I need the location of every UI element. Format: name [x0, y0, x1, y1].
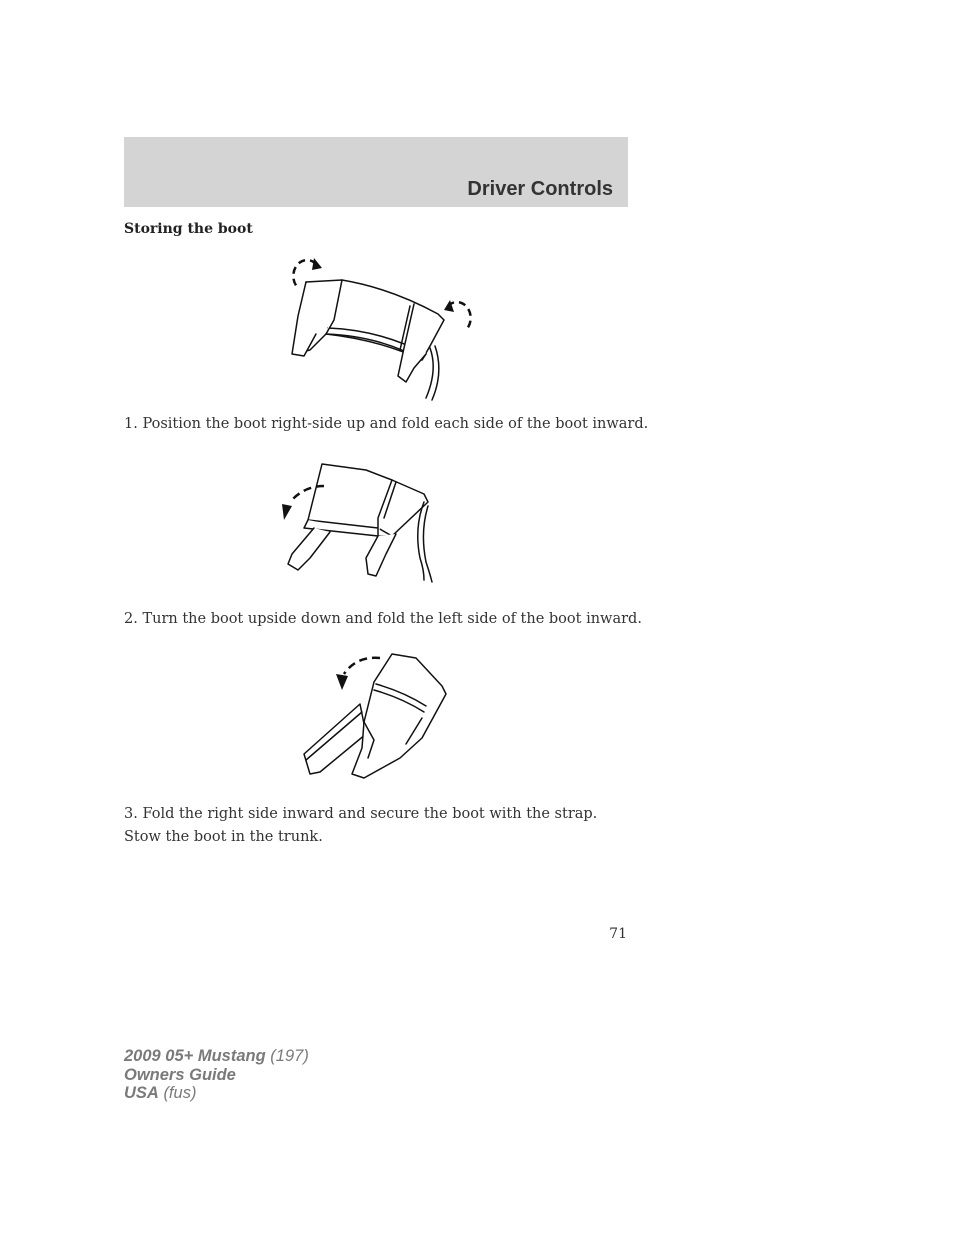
footer-line-1 — [124, 1047, 309, 1066]
step-2-text: 2. Turn the boot upside down and fold the left side of the boot inward. — [124, 611, 642, 627]
figure-step-1 — [280, 250, 480, 405]
footer-model: 2009 05+ Mustang — [124, 1047, 266, 1065]
footer-region-code: (fus) — [163, 1084, 197, 1102]
footer-line-2: Owners Guide — [124, 1065, 236, 1084]
step-3-text: 3. Fold the right side inward and secure the boot with the strap. — [124, 806, 598, 822]
boot-illustration-3 — [296, 648, 456, 783]
page-title: Driver Controls — [467, 178, 613, 200]
boot-illustration-1 — [280, 250, 480, 405]
footer-line-3 — [124, 1084, 309, 1103]
figure-step-2 — [274, 458, 444, 583]
section-heading: Storing the boot — [124, 221, 253, 237]
figure-step-3 — [296, 648, 456, 783]
page-number: 71 — [609, 926, 627, 942]
footer-model-code: (197) — [270, 1047, 309, 1065]
footer-region: USA — [124, 1084, 159, 1102]
footer — [124, 1047, 309, 1103]
step-1-text: 1. Position the boot right-side up and fold each side of the boot inward. — [124, 416, 649, 432]
stow-note: Stow the boot in the trunk. — [124, 829, 323, 845]
header-band — [124, 137, 628, 207]
boot-illustration-2 — [274, 458, 444, 583]
